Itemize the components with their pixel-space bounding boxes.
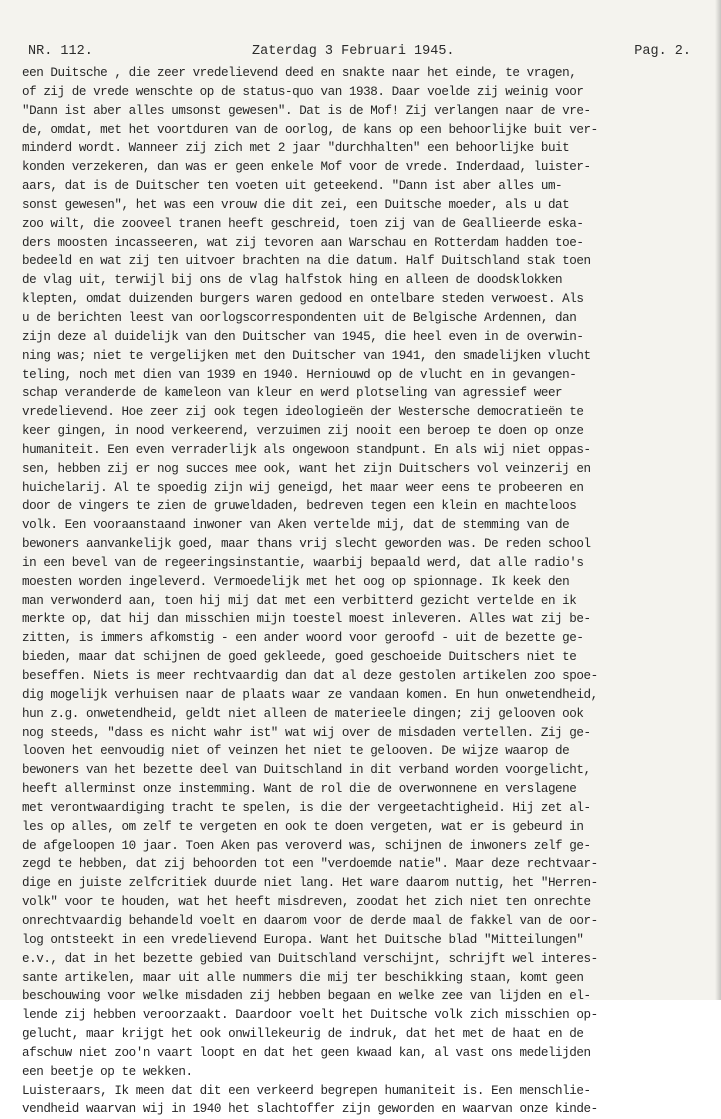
text-line: volk" voor te houden, wat het heeft misdreven, zoodat het zich niet ten onrechte	[22, 895, 591, 910]
bulletin-date: Zaterdag 3 Februari 1945.	[252, 44, 455, 59]
text-line: afschuw niet zoo'n vaart loopt en dat het geen kwaad kan, al vast ons medelijden	[22, 1045, 591, 1060]
body-text	[22, 64, 710, 1119]
text-line: teling, noch met dien van 1939 en 1940. Herniouwd op de vlucht en in gevangen-	[22, 367, 577, 382]
text-line: beseffen. Niets is meer rechtvaardig dan dat al deze gestolen artikelen zoo spoe-	[22, 669, 598, 683]
page-number: Pag. 2.	[634, 44, 691, 59]
text-line: aars, dat is de Duitscher ten voeten uit geteekend. "Dann ist aber alles um-	[22, 179, 563, 194]
text-line: klepten, omdat duizenden burgers waren gedood en ontelbare steden verwoest. Als	[22, 292, 584, 307]
text-line: de, omdat, met het voortduren van de oorlog, de kans op een behoorlijke buit ver-	[22, 122, 598, 137]
text-line: moesten worden ingeleverd. Vermoedelijk met het oog op spionnage. Ik keek den	[22, 574, 570, 589]
text-line: schap veranderde de kameleon van kleur en werd plotseling van agressief weer	[22, 386, 563, 401]
text-line: dig mogelijk verhuisen naar de plaats waar ze vandaan komen. En hun onwetendheid,	[22, 687, 598, 702]
text-line: zoo wilt, die zooveel tranen heeft geschreid, toen zij van de Geallieerde eska-	[22, 216, 584, 231]
page-header	[28, 44, 691, 62]
text-line: onrechtvaardig behandeld voelt en daarom voor de derde maal de fakkel van de oor-	[22, 913, 598, 928]
text-line: bewoners aanvankelijk goed, maar thans vrij slecht geworden was. De reden school	[22, 537, 591, 552]
page-edge-shadow	[715, 0, 721, 1000]
text-line: e.v., dat in het bezette gebied van Duitschland verschijnt, schrijft wel interes-	[22, 951, 598, 966]
text-line: huichelarij. Al te spoedig zijn wij geneigd, het maar weer eens te probeeren en	[22, 480, 584, 495]
text-line: een beetje op te wekken.	[22, 1064, 193, 1079]
text-line: hun z.g. onwetendheid, geldt niet alleen de materieele dingen; zij gelooven ook	[22, 706, 584, 721]
text-line: log ontsteekt in een vredelievend Europa. Want het Duitsche blad "Mitteilungen"	[22, 932, 584, 947]
text-line: nog steeds, "dass es nicht wahr ist" wat wij over de misdaden vertellen. Zij ge-	[22, 725, 591, 740]
text-line: humaniteit. Een even verraderlijk als ongewoon standpunt. En als wij niet oppas-	[22, 442, 591, 457]
text-line: looven het eenvoudig niet of veinzen het niet te gelooven. De wijze waarop de	[22, 744, 570, 759]
text-line: sante artikelen, maar uit alle nummers die mij ter beschikking staan, komt geen	[22, 970, 584, 985]
text-line: ders moosten incasseeren, wat zij tevoren aan Warschau en Rotterdam hadden toe-	[22, 235, 584, 250]
text-line: met verontwaardiging tracht te spelen, is die der vergeetachtigheid. Hij zet al-	[22, 800, 591, 815]
text-line: zijn deze al duidelijk van den Duitscher van 1945, die heel even in de overwin-	[22, 329, 584, 344]
text-line: sonst gewesen", het was een vrouw die dit zei, een Duitsche moeder, als u dat	[22, 197, 570, 212]
text-line: bewoners van het bezette deel van Duitschland in dit verband worden voorgelicht,	[22, 763, 591, 778]
text-line: man verwonderd aan, toen hij mij dat met een verbitterd gezicht vertelde en ik	[22, 593, 577, 608]
text-line: volk. Een vooraanstaand inwoner van Aken vertelde mij, dat de stemming van de	[22, 518, 570, 533]
text-line: les op alles, om zelf te vergeten en ook te doen vergeten, wat er is gebeurd in	[22, 819, 584, 834]
text-line: merkte op, dat hij dan misschien mijn toestel moest inleveren. Alles wat zij be-	[22, 612, 591, 627]
text-line: of zij de vrede wenschte op de status-quo van 1938. Daar voelde zij weinig voor	[22, 84, 584, 99]
text-line: door de vingers te zien de gruweldaden, bedreven tegen een klein en machteloos	[22, 499, 577, 514]
text-line: een Duitsche , die zeer vredelievend deed en snakte naar het einde, te vragen,	[22, 66, 577, 80]
text-line: de vlag uit, terwijl bij ons de vlag halfstok hing en alleen de doodsklokken	[22, 273, 563, 288]
text-line: de afgeloopen 10 jaar. Toen Aken pas veroverd was, schijnen de inwoners zelf ge-	[22, 838, 591, 853]
text-line: zitten, is immers afkomstig - een ander woord voor geroofd - uit de bezette ge-	[22, 631, 584, 646]
text-line: gelucht, maar krijgt het ook onwillekeurig de indruk, dat het met de haat en de	[22, 1027, 584, 1042]
text-line: lende zij hebben veroorzaakt. Daardoor voelt het Duitsche volk zich misschien op-	[22, 1008, 598, 1023]
text-line: ning was; niet te vergelijken met den Duitscher van 1941, den smadelijken vlucht	[22, 348, 591, 363]
text-line: bieden, maar dat schijnen de goed gekleede, goed geschoeide Duitschers niet te	[22, 650, 577, 665]
text-line: sen, hebben zij er nog succes mee ook, want het zijn Duitschers vol veinzerij en	[22, 461, 591, 476]
bulletin-number: NR. 112.	[28, 44, 93, 59]
text-line: minderd wordt. Wanneer zij zich met 2 jaar "durchhalten" een behoorlijke buit	[22, 141, 570, 156]
text-line: vredelievend. Hoe zeer zij ook tegen ideologieën der Westersche democratieën te	[22, 405, 584, 420]
text-line: u de berichten leest van oorlogscorrespondenten uit de Belgische Ardennen, dan	[22, 310, 577, 325]
text-line: heeft allerminst onze instemming. Want de rol die de overwonnene en verslagene	[22, 782, 577, 797]
text-line: beschouwing voor welke misdaden zij hebben begaan en welke zee van lijden en el-	[22, 989, 591, 1004]
text-line: "Dann ist aber alles umsonst gewesen". Dat is de Mof! Zij verlangen naar de vre-	[22, 103, 591, 118]
text-line: dige en juiste zelfcritiek duurde niet lang. Het ware daarom nuttig, het "Herren-	[22, 876, 598, 891]
text-line: zegd te hebben, dat zij behoorden tot een "verdoemde natie". Maar deze rechtvaar-	[22, 857, 598, 872]
text-line: in een bevel van de regeeringsinstantie, waarbij bepaald werd, dat alle radio's	[22, 555, 584, 570]
text-line: Luisteraars, Ik meen dat dit een verkeerd begrepen humaniteit is. Een menschlie-	[22, 1083, 591, 1098]
text-line: vendheid waarvan wij in 1940 het slachtoffer zijn geworden en waarvan onze kinde-	[22, 1102, 598, 1117]
text-line: bedeeld en wat zij ten uitvoer brachten na die datum. Half Duitschland stak toen	[22, 254, 591, 269]
text-line: konden verzekeren, dan was er geen enkele Mof voor de vrede. Inderdaad, luister-	[22, 160, 591, 175]
text-line: keer gingen, in nood verkeerend, verzuimen zij nooit een beroep te doen op onze	[22, 424, 584, 439]
